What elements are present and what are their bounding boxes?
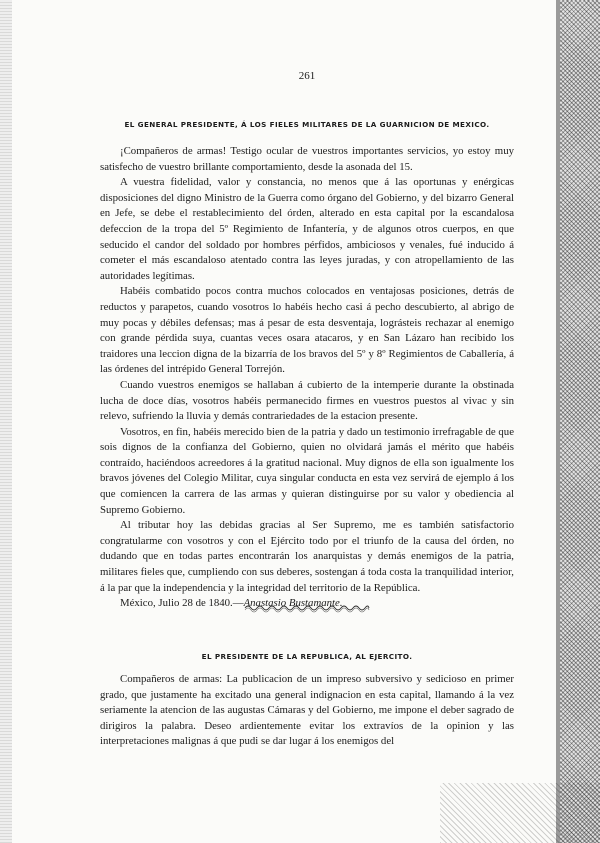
paragraph: Compañeros de armas: La publicacion de un impreso subversivo y sedicioso en primer grado, que justamente ha excitado una general indignacion en esta capital, llamando á la vez seriamente la atencion de las augustas Cámaras y del Gobierno, me impone el deber sagrado de dirigiros la palabra. Deseo ardientemente evitar los extravíos de la opinion y las interpretaciones malignas á que pudi se dar lugar á los enemigos del — [100, 673, 514, 748]
paragraph: A vuestra fidelidad, valor y constancia, no menos que á las oportunas y enérgicas disposiciones del digno Ministro de la Guerra como órgano del Gobierno, y del bizarro General en Jefe, se debe el restablecimiento del órden, alterado en esta capital por la escandalosa defeccion de la tropa del 5º Regimiento de Infantería, y de algunos otros cuerpos, en que seducido el candor del soldado por hombres pérfidos, ambiciosos y venales, fué inducido á cometer el más escandaloso atentado contra las leyes juradas, y con atropellamiento de las autoridades legítimas. — [100, 176, 514, 282]
scan-right-edge — [556, 0, 600, 843]
section-body-2 — [100, 672, 514, 750]
section-body-1 — [100, 144, 514, 612]
ornamental-divider — [243, 603, 371, 613]
paragraph: Habéis combatido pocos contra muchos colocados en ventajosas posiciones, detrás de reductos y parapetos, cuando vosotros lo habéis hecho casi á pecho descubierto, al abrigo de muy pocas y débiles defensas; mas á pesar de esta desventaja, lográsteis rechazar al enemigo con grande pérdida suya, cuantas veces osara atacaros, y en San Lázaro han recibido los traidores una leccion digna de la bizarría de los bravos del 5º y 8º Regimientos de Caballería, á las órdenes del intrépido General Torrejón. — [100, 285, 514, 376]
scan-left-edge — [0, 0, 12, 843]
signature-place-date: México, Julio 28 de 1840.— — [120, 597, 244, 610]
paragraph: Cuando vuestros enemigos se hallaban á cubierto de la intemperie durante la obstinada lucha de doce días, vosotros habéis permanecido firmes en vuestros puestos al vivac y sin relevo, sufriendo la lluvia y demás contrariedades de la estacion presente. — [100, 378, 514, 423]
section-heading-1: EL GENERAL PRESIDENTE, Á LOS FIELES MILITARES DE LA GUARNICION DE MEXICO. — [124, 120, 490, 129]
section-heading-2: EL PRESIDENTE DE LA REPUBLICA, AL EJERCITO. — [201, 652, 413, 661]
paragraph: ¡Compañeros de armas! Testigo ocular de vuestros importantes servicios, yo estoy muy satisfecho de vuestro brillante comportamiento, desde la asonada del 15. — [100, 145, 514, 173]
page-number: 261 — [298, 70, 316, 82]
signature-name: Anastasio Bustamante. — [243, 597, 343, 610]
scan-noise — [440, 783, 600, 843]
paragraph: Al tributar hoy las debidas gracias al Ser Supremo, me es también satisfactorio congratularme con vosotros y con el Ejército todo por el triunfo de la causa del órden, no dudando que en todas partes encontrarán los anarquistas y demás enemigos de la patria, militares fieles que, cumpliendo con sus deberes, sostengan á toda costa la tranquilidad interior, á la par que la independencia y la integridad del territorio de la República. — [100, 519, 514, 594]
paragraph: Vosotros, en fin, habéis merecido bien de la patria y dado un testimonio irrefragable de que sois dignos de la confianza del Gobierno, quien no olvidará jamás el mérito que habéis contraído, haciéndoos acreedores á la gratitud nacional. Muy dignos de ella son igualmente los bravos jóvenes del Colegio Militar, cuya singular conducta en esta vez servirá de ejemplo á los que comiencen la carrera de las armas y quieran distinguirse por su valor y obediencia al Supremo Gobierno. — [100, 425, 514, 516]
